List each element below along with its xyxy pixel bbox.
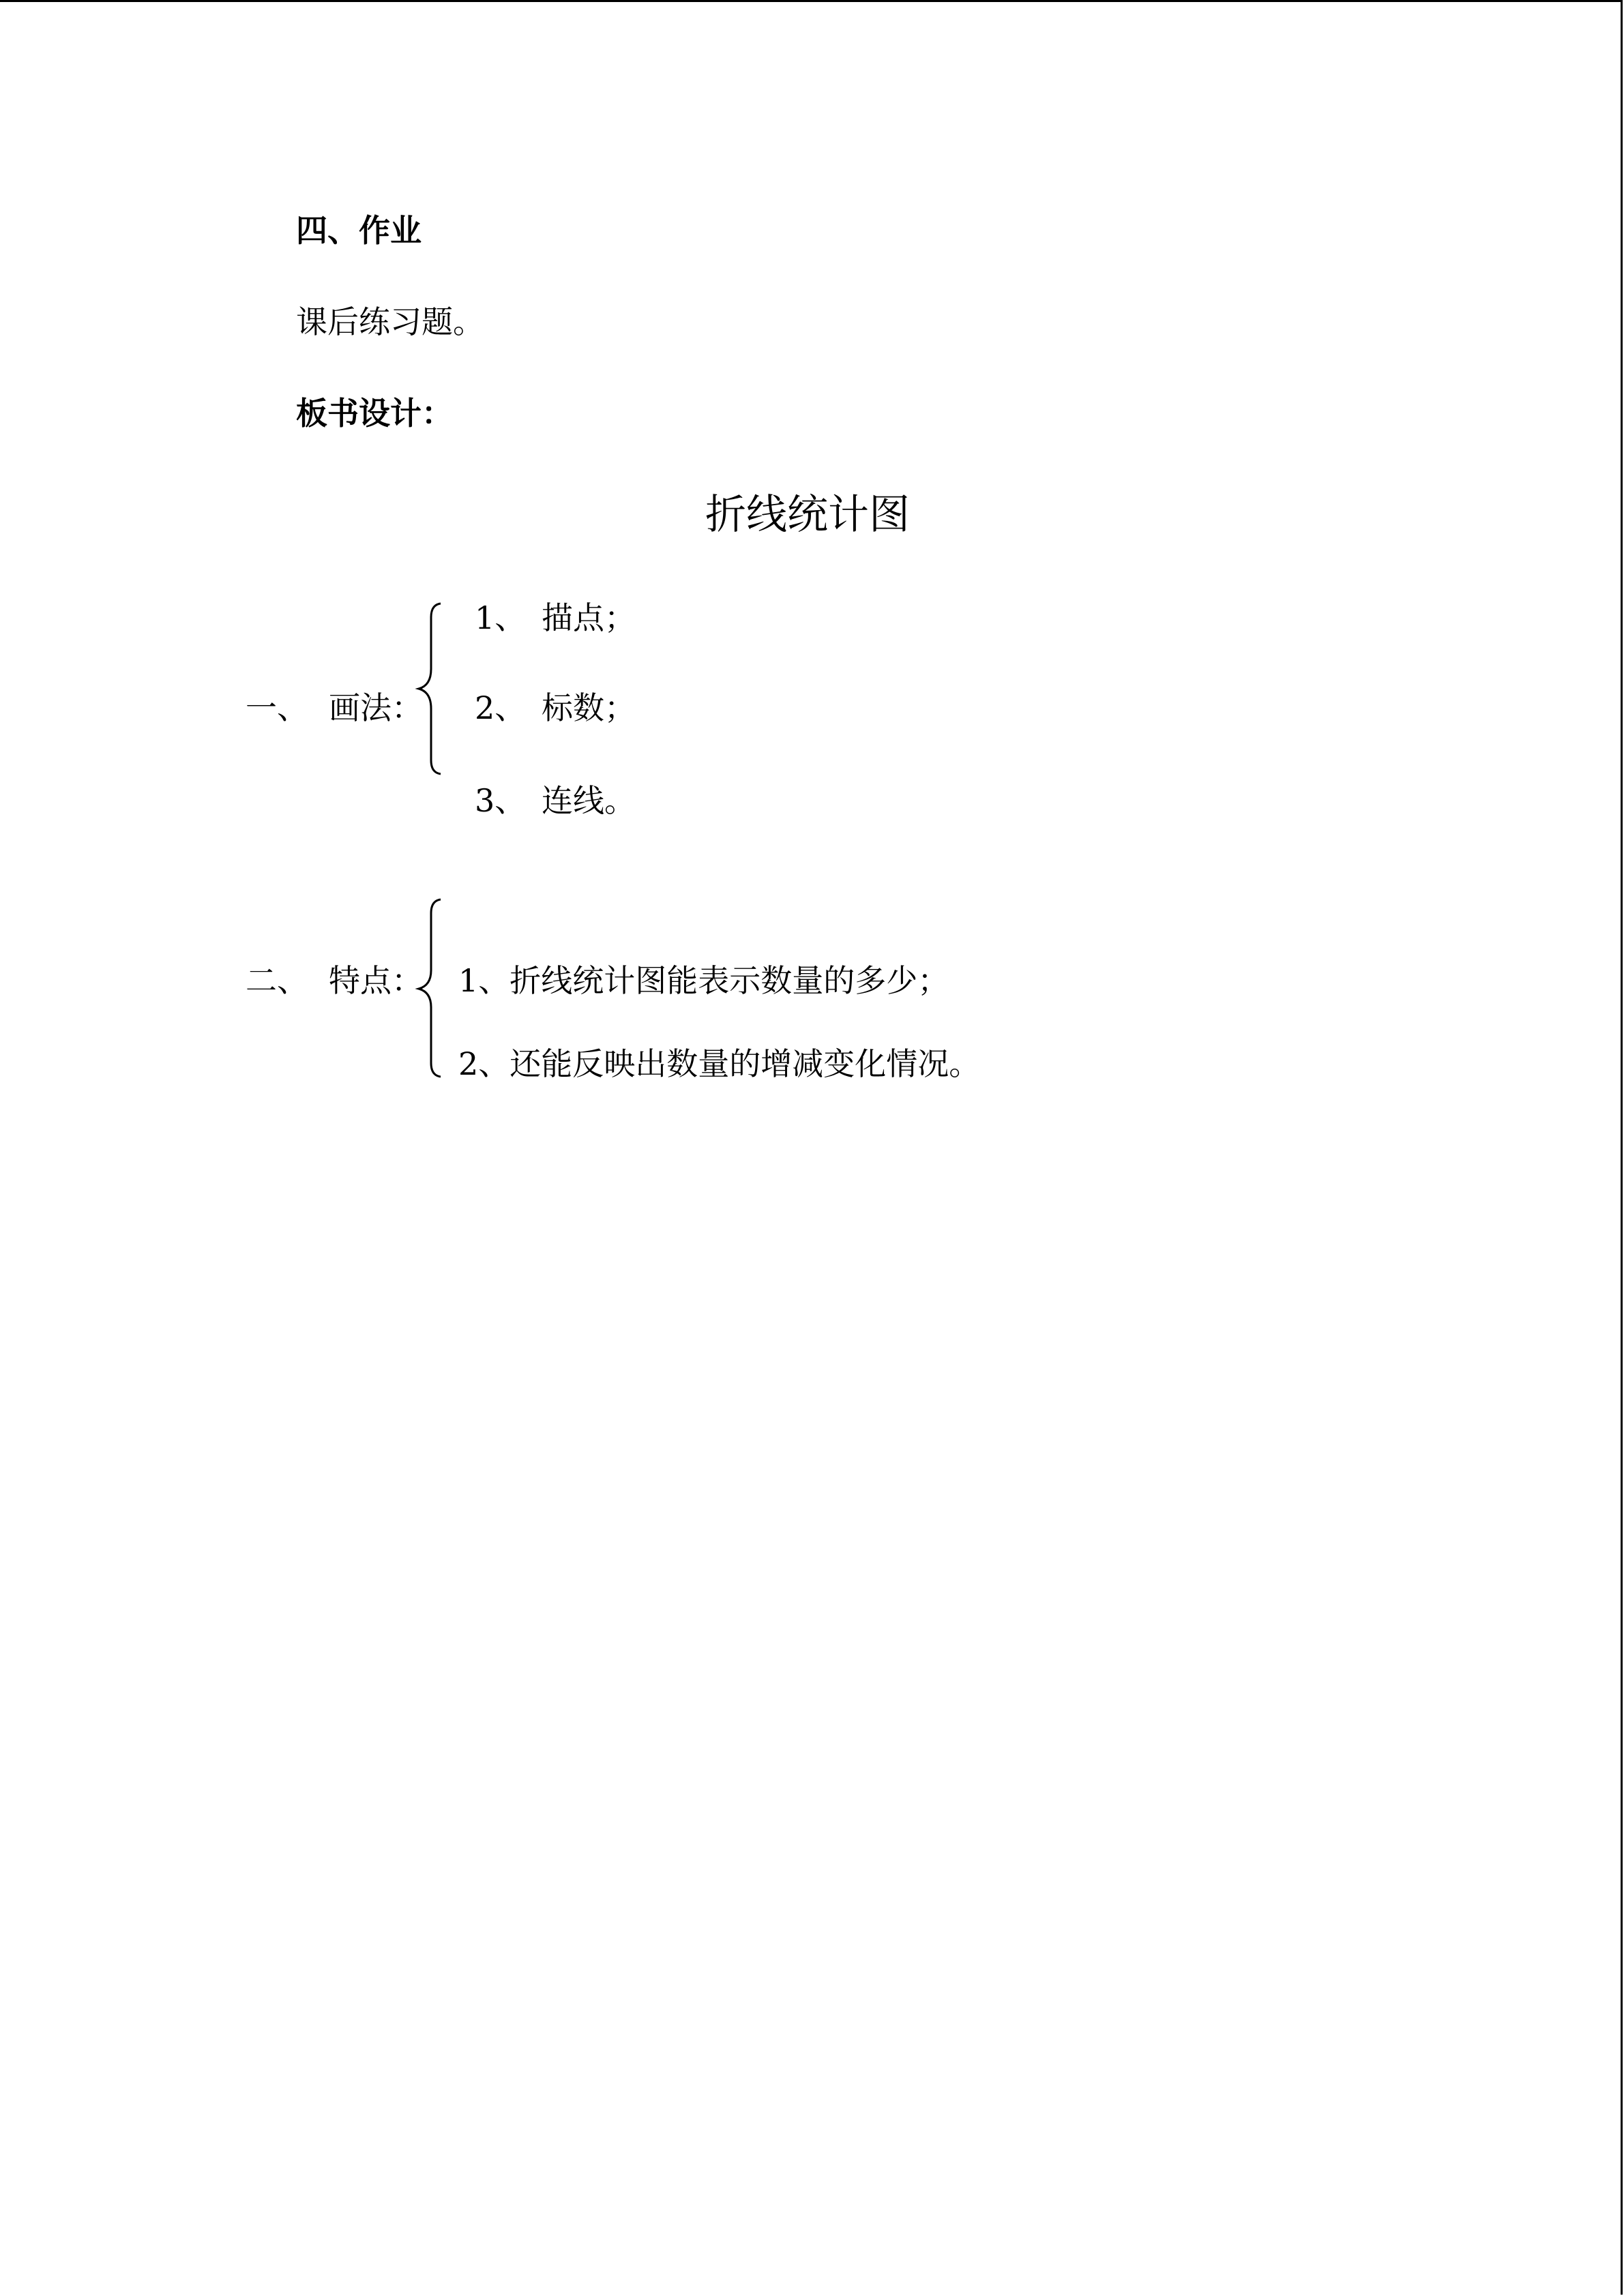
board-title: 折线统计图 xyxy=(705,491,910,539)
part-two-brace xyxy=(412,897,446,1079)
part-one-brace xyxy=(412,601,446,777)
board-design-label: 板书设计： xyxy=(296,395,453,432)
homework-text: 课后练习题。 xyxy=(296,303,484,340)
part-two-number: 二、 xyxy=(246,962,308,999)
part-two-item-2: 2、还能反映出数量的增减变化情况。 xyxy=(458,1045,981,1082)
part-one-item-2-text: 标数； xyxy=(542,689,636,726)
section-heading: 四、作业 xyxy=(296,212,422,249)
part-one-label: 画法： xyxy=(329,689,423,726)
part-one-item-1-num: 1、 xyxy=(475,599,527,636)
part-one-number: 一、 xyxy=(246,689,308,726)
part-one-item-3-num: 3、 xyxy=(475,782,527,819)
part-two-item-1: 1、折线统计图能表示数量的多少； xyxy=(458,962,949,999)
part-two-label: 特点： xyxy=(329,962,423,999)
part-one-item-3-text: 连线。 xyxy=(542,782,636,819)
part-one-item-1-text: 描点； xyxy=(542,599,636,636)
part-one-item-2-num: 2、 xyxy=(475,689,527,726)
